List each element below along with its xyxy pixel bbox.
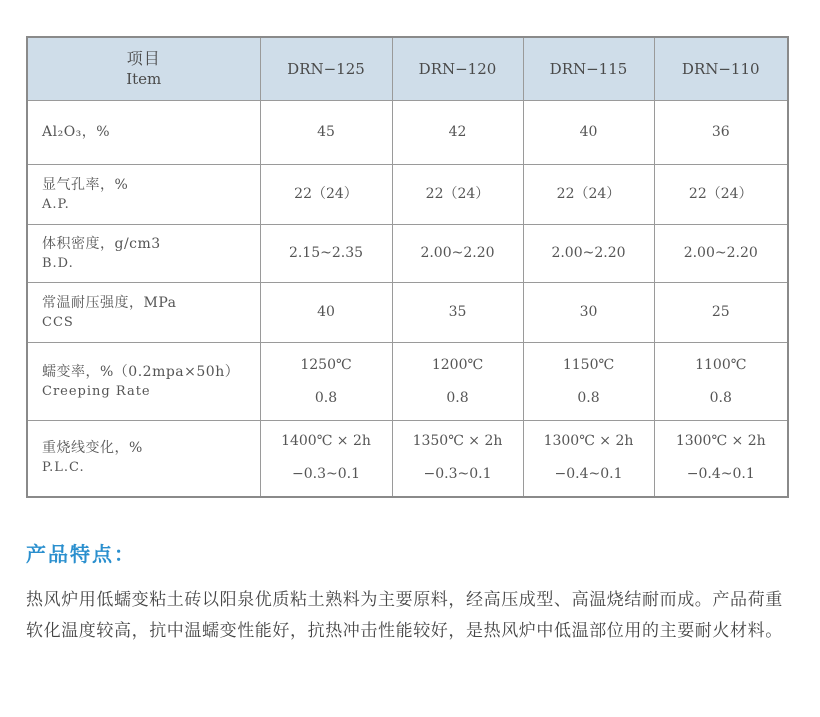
row-label [27, 101, 260, 165]
header-item [27, 37, 260, 101]
row-label [27, 343, 260, 421]
cell-line-2: −0.4~0.1 [686, 466, 755, 483]
header-item-en: Item [126, 70, 162, 88]
table-cell [260, 421, 392, 497]
header-item-zh: 项目 [126, 49, 161, 68]
header-model-1: DRN−125 [260, 37, 392, 101]
table-header-row [27, 37, 788, 101]
header-model-3: DRN−115 [523, 37, 654, 101]
table-row-creep [27, 343, 788, 421]
table-row-bd [27, 225, 788, 283]
row-label [27, 421, 260, 497]
row-label-en: A.P. [42, 196, 70, 212]
row-label-zh: Al₂O₃，% [42, 124, 111, 140]
table-cell: 45 [260, 101, 392, 165]
table-row-plc [27, 421, 788, 497]
cell-line-1: 1350℃ × 2h [412, 433, 503, 450]
row-label-zh: 常温耐压强度，MPa [42, 294, 177, 311]
table-row-ap [27, 165, 788, 225]
row-label-en: CCS [42, 314, 74, 330]
cell-line-1: 1300℃ × 2h [543, 433, 634, 450]
cell-line-2: −0.3~0.1 [423, 466, 492, 483]
table-cell [523, 343, 654, 421]
table-cell [523, 421, 654, 497]
table-cell [260, 343, 392, 421]
cell-line-1: 1100℃ [695, 356, 747, 373]
cell-line-2: −0.4~0.1 [554, 466, 623, 483]
table-cell: 30 [523, 283, 654, 343]
table-cell [654, 343, 788, 421]
header-model-2: DRN−120 [392, 37, 523, 101]
table-cell: 22（24） [523, 165, 654, 225]
cell-line-2: −0.3~0.1 [292, 466, 360, 483]
table-cell: 2.15~2.35 [260, 225, 392, 283]
table-row-ccs [27, 283, 788, 343]
table-cell: 2.00~2.20 [392, 225, 523, 283]
row-label [27, 283, 260, 343]
row-label-zh: 蠕变率，%（0.2mpa×50h） [42, 363, 240, 380]
table-cell: 2.00~2.20 [654, 225, 788, 283]
cell-line-1: 1300℃ × 2h [675, 433, 766, 450]
cell-line-1: 1250℃ [300, 356, 352, 373]
row-label-en: B.D. [42, 255, 74, 271]
cell-line-1: 1150℃ [562, 356, 615, 373]
table-cell: 22（24） [260, 165, 392, 225]
table-cell [654, 421, 788, 497]
features-description: 热风炉用低蠕变粘土砖以阳泉优质粘土熟料为主要原料，经高压成型、高温烧结耐而成。产品荷重软化温度较高，抗中温蠕变性能好，抗热冲击性能较好，是热风炉中低温部位用的主要耐火材料。 [26, 590, 783, 641]
table-cell: 40 [260, 283, 392, 343]
table-cell [392, 421, 523, 497]
header-model-4: DRN−110 [654, 37, 788, 101]
row-label-zh: 显气孔率，% [42, 176, 129, 193]
table-cell: 22（24） [654, 165, 788, 225]
row-label-zh: 体积密度，g/cm3 [42, 235, 161, 252]
table-cell: 25 [654, 283, 788, 343]
features-title: 产品特点： [26, 542, 136, 566]
row-label [27, 225, 260, 283]
table-cell: 40 [523, 101, 654, 165]
table-cell: 35 [392, 283, 523, 343]
table-cell: 2.00~2.20 [523, 225, 654, 283]
table-cell [392, 343, 523, 421]
cell-line-2: 0.8 [577, 389, 600, 406]
cell-line-2: 0.8 [314, 389, 338, 406]
row-label-en: P.L.C. [42, 460, 85, 476]
cell-line-1: 1200℃ [431, 356, 484, 373]
table-cell: 36 [654, 101, 788, 165]
row-label-zh: 重烧线变化，% [42, 440, 143, 457]
cell-line-2: 0.8 [446, 389, 469, 406]
cell-line-2: 0.8 [709, 389, 732, 406]
row-label-en: Creeping Rate [42, 383, 151, 399]
table-row-al2o3 [27, 101, 788, 165]
spec-table [26, 36, 789, 498]
table-cell: 42 [392, 101, 523, 165]
cell-line-1: 1400℃ × 2h [281, 433, 371, 450]
row-label [27, 165, 260, 225]
table-cell: 22（24） [392, 165, 523, 225]
